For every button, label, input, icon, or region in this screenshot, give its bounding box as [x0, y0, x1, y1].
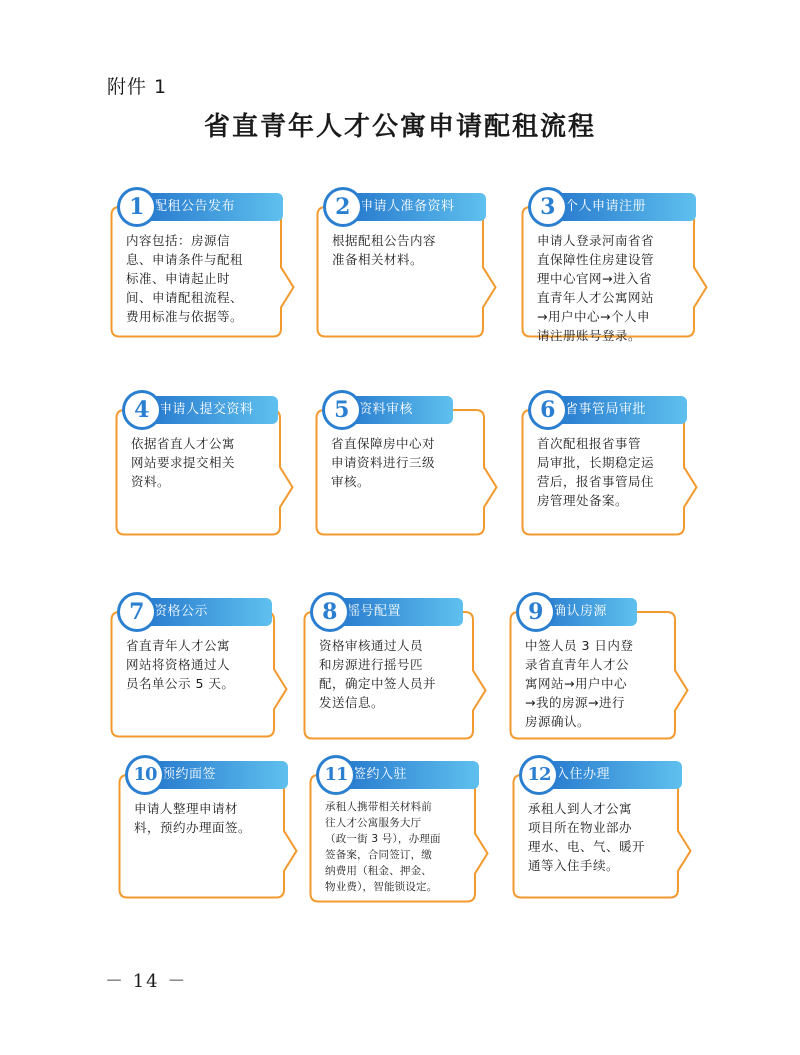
step-header	[125, 396, 278, 424]
step-description: 申请人整理申请材 料，预约办理面签。	[134, 801, 252, 835]
step-description: 省直青年人才公寓 网站将资格通过人 员名单公示 5 天。	[126, 638, 235, 691]
step-description: 首次配租报省事管 局审批，长期稳定运 营后，报省事管局住 房管理处备案。	[537, 436, 655, 508]
step-number-badge: 11	[319, 758, 353, 792]
step-6	[521, 396, 698, 536]
step-4	[115, 396, 294, 536]
step-header	[120, 598, 272, 626]
step-description: 内容包括：房源信 息、申请条件与配租 标准、申请起止时 间、申请配租流程、 费用标准与依据等。	[126, 233, 244, 324]
step-number-badge: 7	[120, 595, 154, 629]
step-header	[128, 761, 288, 789]
step-7	[110, 598, 288, 738]
step-title: 签约入驻	[353, 767, 408, 782]
step-header	[531, 193, 696, 221]
step-9	[509, 598, 689, 740]
step-title: 资料审核	[359, 402, 414, 417]
step-header	[326, 193, 486, 221]
step-11	[309, 761, 489, 903]
attachment-label: 附件 1	[107, 76, 168, 98]
step-number-badge: 2	[326, 190, 360, 224]
step-1	[110, 193, 295, 338]
step-title: 确认房源	[553, 604, 608, 619]
step-title: 摇号配置	[347, 604, 402, 619]
step-header	[120, 193, 283, 221]
step-5	[315, 396, 498, 536]
step-number-badge: 1	[120, 190, 154, 224]
step-description: 依据省直人才公寓 网站要求提交相关 资料。	[131, 436, 236, 489]
step-header	[319, 761, 479, 789]
step-number-badge: 5	[325, 393, 359, 427]
step-header	[313, 598, 463, 626]
step-description: 申请人登录河南省省 直保障性住房建设管 理中心官网→进入省 直青年人才公寓网站 →用户中心→个人申 请注册账号登录。	[537, 233, 655, 343]
step-title: 个人申请注册	[565, 199, 647, 214]
step-12	[512, 761, 692, 899]
step-description: 省直保障房中心对 申请资料进行三级 审核。	[331, 436, 436, 489]
step-3	[521, 193, 708, 343]
step-title: 申请人准备资料	[360, 199, 455, 214]
step-box-border	[318, 207, 496, 337]
step-description: 承租人到人才公寓 项目所在物业部办 理水、电、气、暖开 通等入住手续。	[528, 801, 646, 873]
step-10	[118, 761, 298, 899]
step-title: 省事管局审批	[565, 402, 647, 417]
step-2	[316, 193, 497, 338]
step-description: 根据配租公告内容 准备相关材料。	[332, 233, 437, 267]
step-number-badge: 12	[522, 758, 556, 792]
step-number-badge: 10	[128, 758, 162, 792]
step-header	[325, 396, 453, 424]
step-8	[303, 598, 487, 740]
step-number-badge: 6	[531, 393, 565, 427]
step-header	[519, 598, 637, 626]
step-number-badge: 4	[125, 393, 159, 427]
step-number-badge: 3	[531, 190, 565, 224]
step-title: 预约面签	[162, 767, 217, 782]
step-description: 资格审核通过人员 和房源进行摇号匹 配，确定中签人员并 发送信息。	[319, 638, 437, 710]
step-title: 申请人提交资料	[159, 402, 254, 417]
step-title: 配租公告发布	[154, 199, 236, 214]
step-description: 中签人员 3 日内登 录省直青年人才公 寓网站→用户中心 →我的房源→进行 房源确认。	[525, 638, 634, 729]
step-header	[531, 396, 687, 424]
step-title: 入住办理	[556, 767, 611, 782]
step-number-badge: 8	[313, 595, 347, 629]
step-number-badge: 9	[519, 595, 553, 629]
step-header	[522, 761, 682, 789]
step-description: 承租人携带相关材料前 往人才公寓服务大厅 （政一街 3 号），办理面 签备案，合同签订，缴 纳费用（租金、押金、 物业费），智能锁设定。	[325, 801, 441, 893]
step-title: 资格公示	[154, 604, 209, 619]
page-title: 省直青年人才公寓申请配租流程	[203, 112, 596, 142]
page-number: － 14 －	[105, 971, 188, 992]
